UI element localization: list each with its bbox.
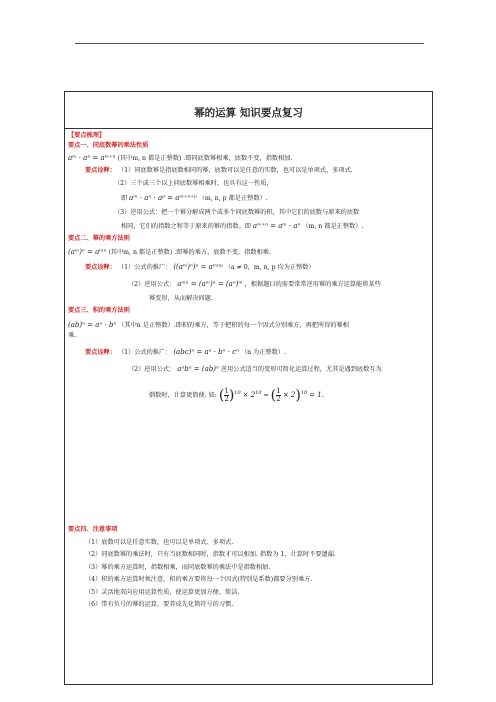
point1-note2: （2）三个或三个以上同底数幂相乘时，也具有这一性质， (114, 180, 273, 187)
point1-note3: （3）逆用公式：把一个幂分解成两个或多个同底数幂的积，其中它们的底数与原来的底数 (114, 209, 360, 216)
point1-note1-line (85, 167, 353, 175)
point4-heading: 要点四、注意事项 (68, 526, 118, 533)
example-mid: × 2 (242, 391, 256, 400)
point4-item: （1）底数可以是任意实数，也可以是单项式、多项式. (85, 539, 234, 546)
point3-note2-prefix: （2）逆用公式： (128, 366, 176, 373)
section-tag: 【要点梳理】 (68, 132, 106, 139)
point2-note1-formula: ((aᵐ)ⁿ)ᵖ = aᵐⁿᵖ (173, 263, 223, 271)
point3-formula-line (68, 321, 349, 330)
header-rule (75, 43, 424, 44)
point2-note2-line (128, 280, 381, 289)
point2-note1-suffix: （a ≠ 0，m, n, p 均为正整数） (224, 264, 315, 271)
point1-note3b: 相同，它们的指数之和等于原来的幂的指数。即 (121, 223, 251, 230)
page-title: 幂的运算 知识要点复习 (194, 107, 303, 119)
point2-note1-prefix: （1）公式的推广： (117, 264, 172, 271)
point2-note2-formula: aᵐⁿ = (aᵐ)ⁿ = (aⁿ)ᵐ (177, 280, 243, 288)
example-result: = 1. (309, 391, 324, 400)
point2-formula-text: (其中m, n 都是正整数) .即幂的乘方，底数不变，指数相乘. (108, 249, 271, 256)
point3-note-label: 要点诠释： (85, 349, 116, 356)
example-fraction-1: $\frac{1}{2}$ (224, 387, 229, 404)
point1-formula-line (68, 154, 292, 163)
point1-note-label: 要点诠释： (85, 167, 116, 174)
point2-note2b: 幂变形，从而解决问题. (149, 295, 213, 302)
point3-formula-text2: 乘. (68, 332, 77, 339)
point3-note1-prefix: （1）公式的推广： (117, 349, 172, 356)
point3-note1-suffix: （n 为正整数）. (240, 349, 286, 356)
content-table (64, 91, 433, 685)
example-left-paren-2: ( (270, 387, 277, 404)
point2-note-label: 要点诠释： (85, 264, 116, 271)
point2-heading: 要点二、幂的乘方法则 (68, 235, 130, 242)
point3-heading: 要点三、积的乘方法则 (68, 307, 130, 314)
example-exp-1: 10 (234, 390, 241, 396)
point1-note3b-suffix: （m, n 都是正整数）. (302, 223, 364, 230)
point2-note2-suffix: ，根据题目的需要常常逆用幂的乘方运算能将某些 (244, 281, 381, 288)
point4-item: （3）幂的乘方运算时，指数相乘，而同底数幂的乘法中是指数相加. (85, 564, 271, 571)
example-right-paren: ) (228, 387, 235, 404)
point1-note3b-line (121, 222, 363, 231)
point4-item: （4）积的乘方运算时须注意，积的乘方要将每一个因式(特别是系数)都要分别乘方. (85, 576, 313, 583)
point3-formula: (ab)ⁿ = aⁿ · bⁿ (68, 321, 117, 329)
point1-note2b-formula: aᵐ · aⁿ · aᵖ = aᵐ⁺ⁿ⁺ᵖ (129, 194, 197, 202)
point2-formula-line (68, 248, 271, 257)
point3-note2b-prefix: 倒数时，计算更简便. 如: (149, 392, 217, 400)
point1-note2b-suffix: （m, n, p 都是正整数）. (198, 195, 268, 202)
point1-note2b-prefix: 即 (121, 195, 128, 202)
point3-example-line: 倒数时，计算更简便. 如: ( $\frac{1}{2}$ )$^{10} \times 2^{10}$ = ( $\frac{1}{2}$ × 2)$^{10}$ = 1. (149, 387, 324, 404)
example-right-paren-2: ) (295, 387, 301, 404)
point4-item: （6）带有负号的幂的运算，要养成先化简符号的习惯. (85, 601, 234, 608)
point4-item: （5）灵活地双向应用运算性质，使运算更加方便、简洁. (85, 589, 240, 596)
point1-formula-text: (其中m, n 都是正整数) .即同底数幂相乘，底数不变，指数相加. (117, 155, 293, 162)
point1-heading: 要点一、同底数幂的乘法性质 (68, 142, 149, 149)
point1-note3b-formula: aᵐ⁺ⁿ = aᵐ · aⁿ (252, 222, 301, 230)
point3-note1-formula: (abc)ⁿ = aⁿ · bⁿ · cⁿ (173, 348, 239, 356)
title-row (65, 92, 432, 129)
point1-note2b-line (121, 194, 268, 203)
point1-note1: （1）同底数幂是指底数相同的幂，底数可以是任意的实数，也可以是单项式、多项式. (117, 167, 353, 174)
point4-item: （2）同底数幂的乘法时，只有当底数相同时，指数才可以相加. 指数为 1，计算时不要遗漏. (85, 551, 336, 558)
example-exp-3: 10 (300, 390, 308, 396)
point1-formula: aᵐ · aⁿ = aᵐ⁺ⁿ (68, 154, 116, 162)
point3-note1-line (85, 348, 286, 357)
example-left-paren: ( (218, 387, 225, 404)
point3-note2-suffix: 逆用公式适当的变形可简化运算过程，尤其是遇到底数互为 (220, 366, 382, 373)
point3-note2-formula: aⁿbⁿ = (ab)ⁿ (177, 365, 219, 373)
example-exp-2: 10 (255, 390, 262, 396)
point2-note2-prefix: （2）逆用公式： (128, 281, 176, 288)
point2-formula: (aᵐ)ⁿ = aᵐⁿ (68, 248, 107, 256)
point3-note2-line (128, 365, 382, 374)
point2-note1-line (85, 263, 315, 272)
point3-formula-text: （其中n 是正整数）.即积的乘方，等于把积的每一个因式分别乘方，再把所得的幂相 (118, 322, 349, 329)
example-fraction-2: $\frac{1}{2}$ (276, 387, 281, 404)
